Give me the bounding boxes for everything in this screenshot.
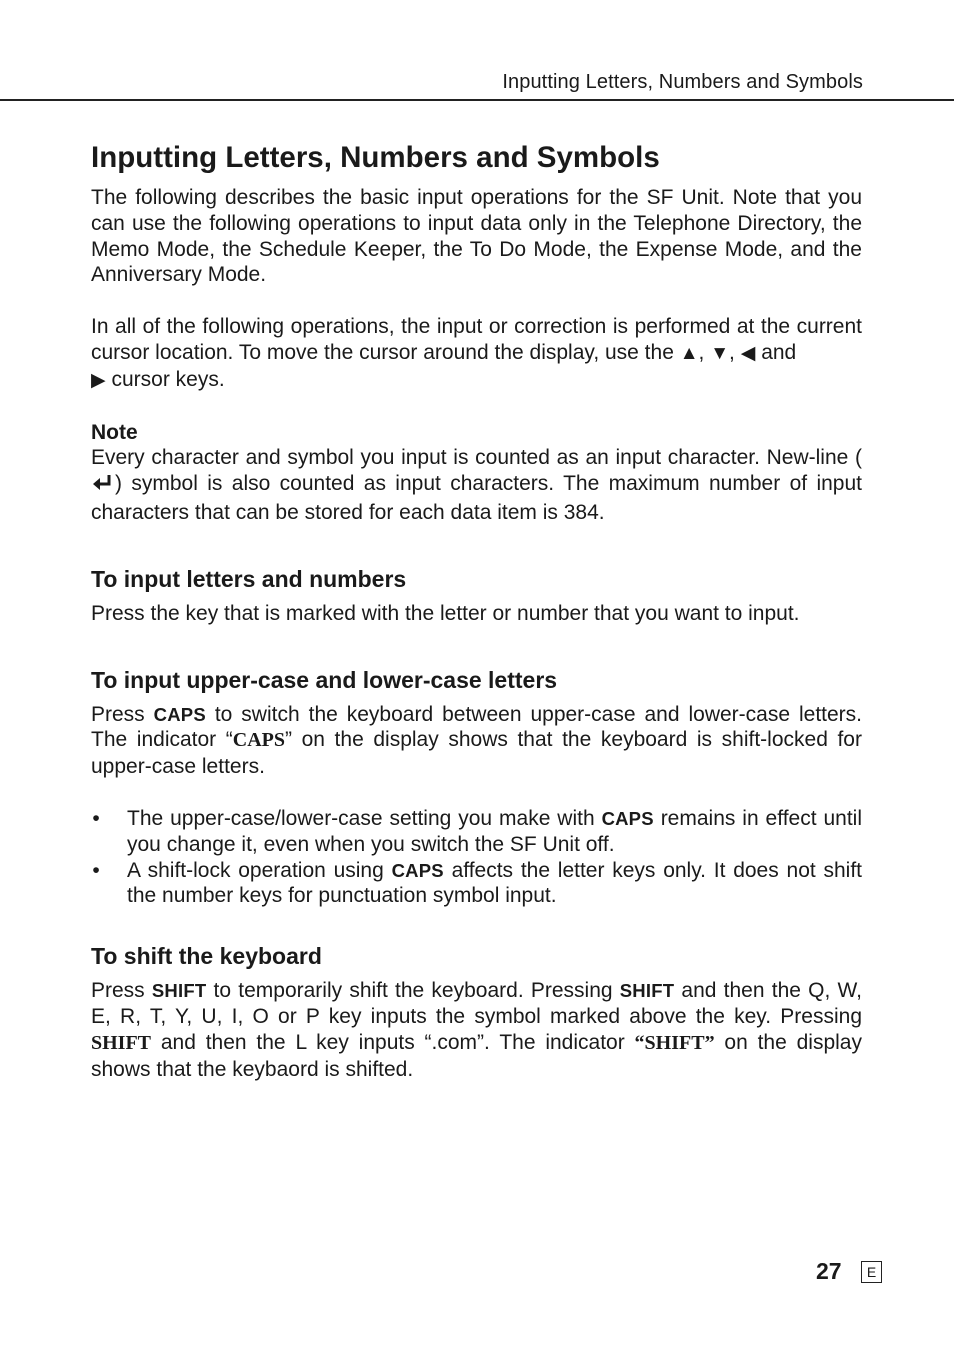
- shift-indicator: “SHIFT”: [634, 1031, 715, 1054]
- list-item: • The upper-case/lower-case setting you make with CAPS remains in effect until you change it, even when you switch the SF Unit off.: [92, 806, 862, 856]
- case-bullet-list: [91, 806, 862, 909]
- header-rule: [0, 99, 954, 101]
- shift-key-label: SHIFT: [91, 1031, 152, 1054]
- note-title: Note: [91, 420, 138, 444]
- shift-key-label: SHIFT: [619, 980, 675, 1002]
- note-paragraph: Every character and symbol you input is counted as an input character. New-line () symbol is also counted as input characters. The maximum number of input characters that can be stored for each data item is 384.: [91, 446, 862, 524]
- list-item: • A shift-lock operation using CAPS affects the letter keys only. It does not shift the number keys for punctuation symbol input.: [92, 858, 862, 908]
- left-triangle-icon: ◀: [740, 342, 756, 364]
- section-heading-shift: To shift the keyboard: [91, 943, 322, 970]
- bullet-icon: •: [92, 806, 100, 830]
- section-body-shift: Press SHIFT to temporarily shift the keyboard. Pressing SHIFT and then the Q, W, E, R, T, Y, U, I, O or P key inputs the symbol marked above the key. Pressing SHIFT and then the L key inputs “.com”. The indicator “SHIFT” on the display shows that the keybaord is shifted.: [91, 979, 862, 1081]
- shift-key-label: SHIFT: [151, 980, 207, 1002]
- section-heading-case: To input upper-case and lower-case letters: [91, 666, 558, 693]
- right-triangle-icon: ▶: [91, 369, 106, 391]
- section-body-case: Press CAPS to switch the keyboard between upper-case and lower-case letters. The indicator “CAPS” on the display shows that the keyboard is shift-locked for upper-case letters.: [91, 702, 862, 779]
- caps-key-label: CAPS: [391, 859, 444, 881]
- page-title: Inputting Letters, Numbers and Symbols: [91, 141, 660, 174]
- running-header: Inputting Letters, Numbers and Symbols: [502, 71, 863, 93]
- bullet-icon: •: [92, 858, 100, 882]
- caps-key-label: CAPS: [153, 703, 206, 725]
- page-content: [91, 140, 862, 1082]
- language-badge: E: [861, 1261, 882, 1283]
- enter-icon: [92, 473, 114, 500]
- caps-indicator: CAPS: [232, 729, 285, 752]
- page-number: 27: [816, 1258, 842, 1284]
- intro-paragraph: The following describes the basic input operations for the SF Unit. Note that you can use the following operations to input data only in the Telephone Directory, the Memo Mode, the Schedule Keeper, the To Do Mode, the Expense Mode, and the Anniversary Mode.: [91, 186, 862, 287]
- up-triangle-icon: ▲: [679, 342, 699, 364]
- down-triangle-icon: ▼: [710, 342, 730, 364]
- cursor-paragraph: In all of the following operations, the input or correction is performed at the current cursor location. To move the cursor around the display, use the ▲, ▼, ◀ and ▶ cursor keys.: [91, 315, 862, 391]
- section-body-letters: Press the key that is marked with the letter or number that you want to input.: [91, 601, 800, 625]
- caps-key-label: CAPS: [601, 807, 654, 829]
- section-heading-letters: To input letters and numbers: [91, 565, 407, 592]
